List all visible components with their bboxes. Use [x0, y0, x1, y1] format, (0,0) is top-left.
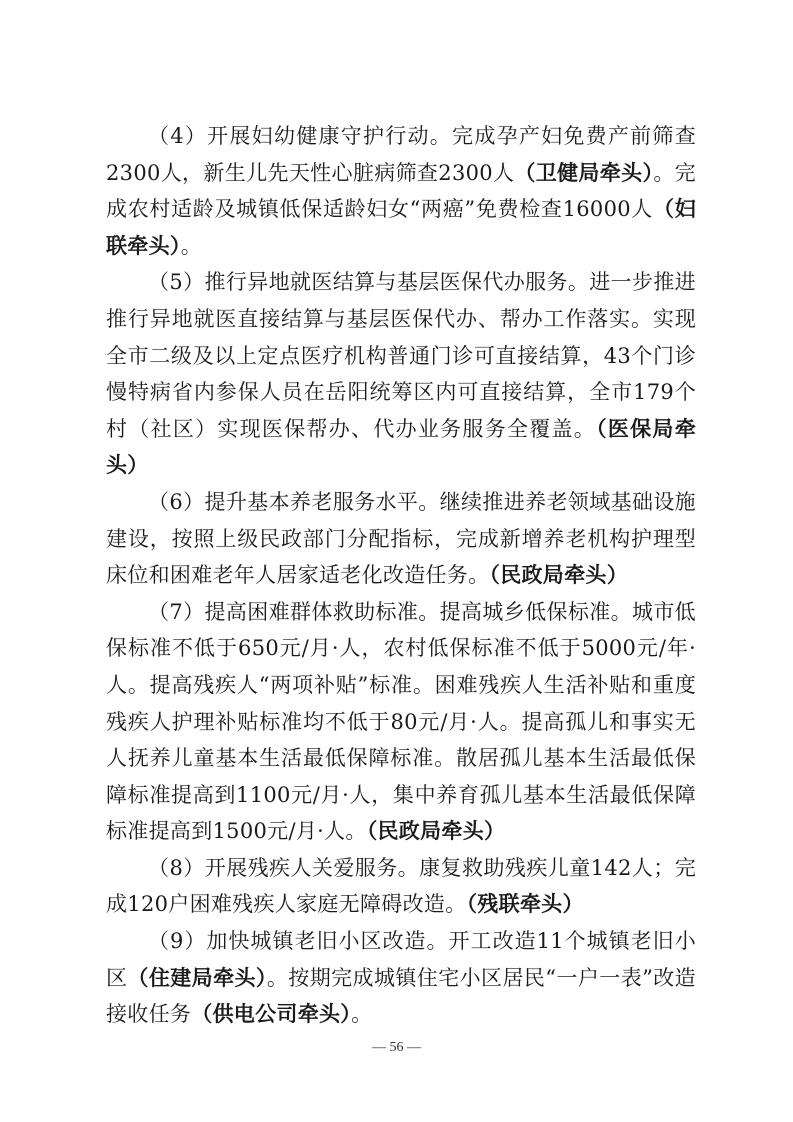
lead-department-label: （住建局牵头） — [127, 965, 267, 990]
paragraph-text: （4）开展妇幼健康守护行动。完成孕产妇免费产前筛查2300人，新生儿先天性心脏病筛查2300人 — [106, 124, 696, 185]
document-body — [106, 118, 696, 1033]
lead-department-label: （残联牵头） — [466, 892, 584, 917]
lead-department-label: （医保局牵头） — [106, 416, 696, 478]
lead-department-label: （妇联牵头） — [106, 197, 696, 258]
paragraph-disability-care — [106, 850, 696, 923]
paragraph-old-community-renovation — [106, 923, 696, 1033]
paragraph-text: 。按期完成城镇住宅小区居民“一户一表”改造接收任务 — [106, 965, 696, 1027]
paragraph-medical-insurance — [106, 264, 696, 484]
paragraph-text: 。 — [180, 233, 203, 258]
paragraph-assistance-standards — [106, 594, 696, 850]
paragraph-text: （7）提高困难群体救助标准。提高城乡低保标准。城市低保标准不低于650元/月·人，农村低保标准不低于5000元/年·人。提高残疾人“两项补贴”标准。困难残疾人生活补贴和重度残疾人护理补贴标准均不低于80元/月·人。提高孤儿和事实无人抚养儿童基本生活最低保障标准。散居孤儿基本生活最低保障标准提高到1100元/月·人，集中养育孤儿基本生活最低保障标准提高到1500元/月·人。 — [106, 599, 696, 844]
lead-department-label: （供电公司牵头） — [191, 1002, 352, 1027]
page-number: — 56 — — [372, 1040, 421, 1055]
paragraph-text: 。完成农村适龄及城镇低保适龄妇女“两癌”免费检查16000人 — [106, 160, 696, 222]
paragraph-text: （8）开展残疾人关爱服务。康复救助残疾儿童142人；完成120户困难残疾人家庭无障碍改造。 — [106, 855, 696, 917]
paragraph-elderly-care — [106, 484, 696, 594]
paragraph-maternal-child-health — [106, 118, 696, 264]
lead-department-label: （民政局牵头） — [366, 819, 506, 844]
paragraph-text: （9）加快城镇老旧小区改造。开工改造11个城镇老旧小区 — [106, 929, 696, 990]
paragraph-text: （5）推行异地就医结算与基层医保代办服务。进一步推进推行异地就医直接结算与基层医保代办、帮办工作落实。实现全市二级及以上定点医疗机构普通门诊可直接结算，43个门诊慢特病省内参保人员在岳阳统筹区内可直接结算，全市179个村（社区）实现医保帮办、代办业务服务全覆盖。 — [106, 270, 696, 441]
lead-department-label: （民政局牵头） — [489, 563, 629, 588]
paragraph-text: （6）提升基本养老服务水平。继续推进养老领域基础设施建设，按照上级民政部门分配指标，完成新增养老机构护理型床位和困难老年人居家适老化改造任务。 — [106, 489, 696, 588]
lead-department-label: （卫健局牵头） — [514, 160, 654, 185]
paragraph-text: 。 — [351, 1002, 373, 1027]
